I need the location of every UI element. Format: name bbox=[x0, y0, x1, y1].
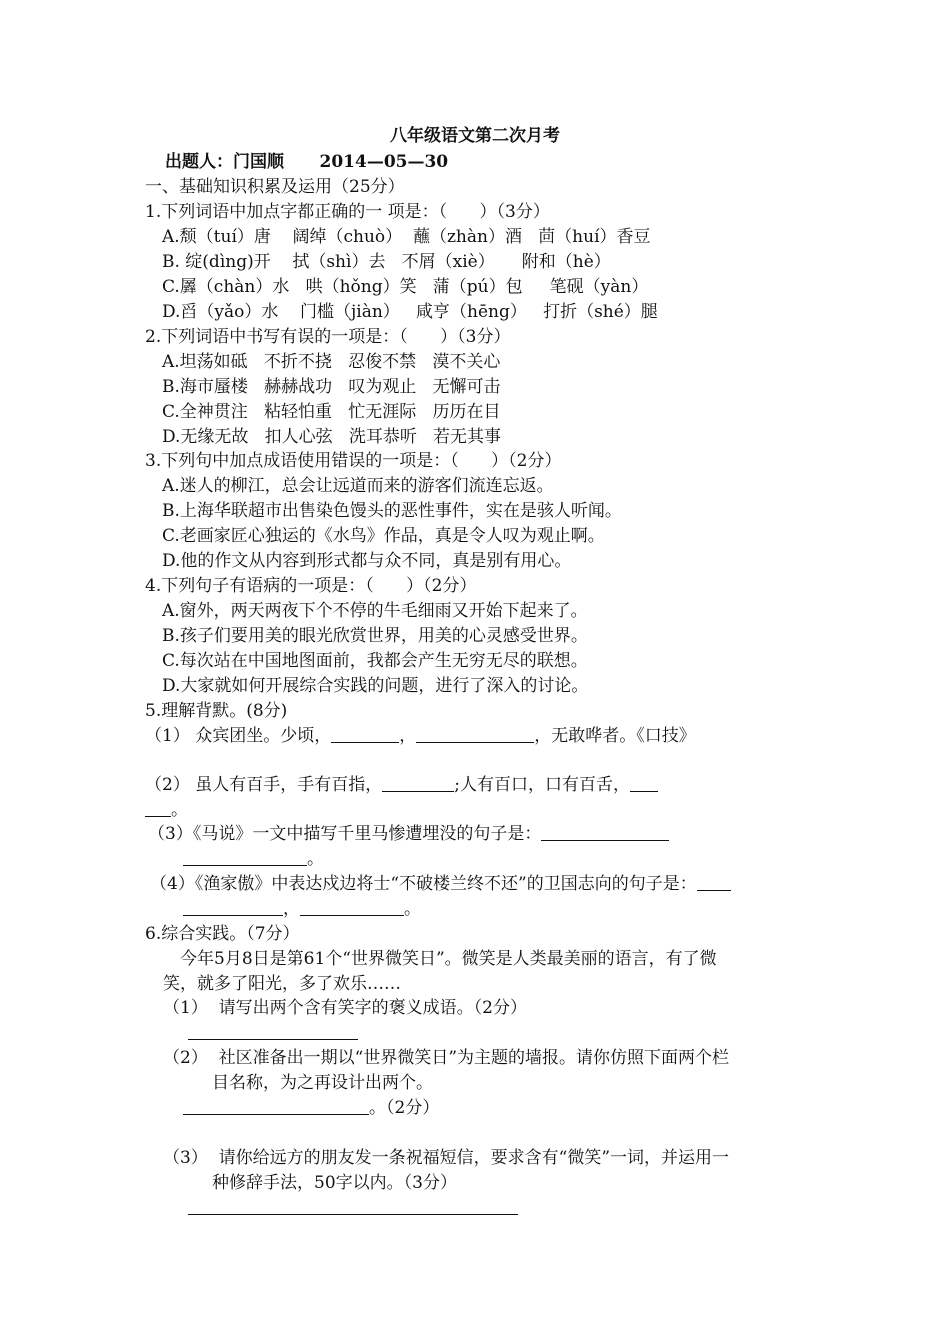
score-note: 。（2分） bbox=[369, 1098, 440, 1118]
question-6-part-3-answer bbox=[188, 1196, 518, 1220]
question-2-option-a: A.坦荡如砥 不折不挠 忍俊不禁 漠不关心 bbox=[162, 352, 501, 372]
question-3-stem: 3.下列句中加点成语使用错误的一项是：（ ）（2分） bbox=[145, 451, 562, 471]
blank[interactable] bbox=[541, 822, 669, 841]
comma: ， bbox=[399, 726, 417, 746]
question-1-stem: 1.下列词语中加点字都正确的一 项是：（ ）（3分） bbox=[145, 202, 550, 222]
question-5-item-2 bbox=[145, 773, 658, 797]
question-3-option-a: A.迷人的柳江，总会让远道而来的游客们流连忘返。 bbox=[162, 476, 554, 496]
question-3-option-c: C.老画家匠心独运的《水鸟》作品，真是令人叹为观止啊。 bbox=[162, 526, 605, 546]
blank[interactable] bbox=[697, 872, 731, 891]
question-6-intro-line-2: 笑，就多了阳光，多了欢乐…… bbox=[163, 974, 401, 994]
question-5-item-2-cont bbox=[145, 798, 188, 822]
period: 。 bbox=[404, 899, 421, 919]
period: 。 bbox=[171, 800, 188, 820]
question-5-item-4 bbox=[150, 872, 731, 896]
question-3-option-d: D.他的作文从内容到形式都与众不同，真是别有用心。 bbox=[162, 551, 572, 571]
question-1-option-b: B. 绽(dìng)开 拭（shì）去 不屑（xiè） 附和（hè） bbox=[162, 252, 611, 272]
blank[interactable] bbox=[183, 847, 307, 866]
section-heading: 一、基础知识积累及运用（25分） bbox=[145, 177, 405, 197]
question-3-option-b: B.上海华联超市出售染色馒头的恶性事件，实在是骇人听闻。 bbox=[162, 501, 622, 521]
question-6-part-2: （2） 社区准备出一期以“世界微笑日”为主题的墙报。请你仿照下面两个栏 bbox=[163, 1048, 730, 1068]
question-2-option-d: D.无缘无故 扣人心弦 洗耳恭听 若无其事 bbox=[162, 427, 502, 447]
question-4-option-a: A.窗外，两天两夜下个不停的牛毛细雨又开始下起来了。 bbox=[162, 601, 588, 621]
question-5-item-1 bbox=[145, 724, 696, 748]
question-6-part-3: （3） 请你给远方的朋友发一条祝福短信，要求含有“微笑”一词，并运用一 bbox=[163, 1148, 730, 1168]
question-4-option-d: D.大家就如何开展综合实践的问题，进行了深入的讨论。 bbox=[162, 676, 589, 696]
question-1-option-a: A.颓（tuí）唐 阔绰（chuò） 蘸（zhàn）酒 茴（huí）香豆 bbox=[162, 227, 651, 247]
question-4-option-b: B.孩子们要用美的眼光欣赏世界，用美的心灵感受世界。 bbox=[162, 626, 588, 646]
question-4-stem: 4.下列句子有语病的一项是：（ ）（2分） bbox=[145, 576, 477, 596]
blank[interactable] bbox=[416, 724, 534, 743]
blank[interactable] bbox=[183, 897, 283, 916]
answer-line[interactable] bbox=[188, 1196, 518, 1215]
blank[interactable] bbox=[382, 773, 454, 792]
author-line: 出题人：门国顺 2014—05—30 bbox=[165, 152, 449, 172]
question-5-item-4-cont bbox=[183, 897, 421, 921]
answer-line[interactable] bbox=[183, 1096, 369, 1115]
question-6-part-1-answer bbox=[188, 1021, 358, 1045]
question-6-part-2-cont: 目名称，为之再设计出两个。 bbox=[212, 1073, 433, 1093]
item-2-prefix: （2） 虽人有百手，手有百指， bbox=[145, 775, 383, 795]
question-4-option-c: C.每次站在中国地图面前，我都会产生无穷无尽的联想。 bbox=[162, 651, 588, 671]
question-6-intro-line-1: 今年5月8日是第61个“世界微笑日”。微笑是人类最美丽的语言，有了微 bbox=[180, 949, 717, 969]
question-2-option-c: C.全神贯注 粘轻怕重 忙无涯际 历历在目 bbox=[162, 402, 501, 422]
blank[interactable] bbox=[300, 897, 404, 916]
question-6-part-1: （1） 请写出两个含有笑字的褒义成语。（2分） bbox=[163, 998, 527, 1018]
item-4-prefix: （4）《渔家傲》中表达戍边将士“不破楼兰终不还”的卫国志向的句子是： bbox=[150, 874, 697, 894]
question-5-stem: 5.理解背默。(8分) bbox=[145, 701, 288, 721]
question-1-option-c: C.羼（chàn）水 哄（hǒng）笑 蒲（pú）包 笔砚（yàn） bbox=[162, 277, 649, 297]
question-6-part-2-answer bbox=[183, 1096, 439, 1120]
question-5-item-3 bbox=[148, 822, 669, 846]
question-5-item-3-cont bbox=[183, 847, 324, 871]
question-1-option-d: D.舀（yǎo）水 门槛（jiàn） 咸亨（hēng） 打折（shé）腿 bbox=[162, 302, 658, 322]
page-title: 八年级语文第二次月考 bbox=[390, 126, 560, 146]
blank[interactable] bbox=[331, 724, 399, 743]
item-2-middle: ;人有百口，口有百舌， bbox=[454, 775, 630, 795]
question-2-stem: 2.下列词语中书写有误的一项是：（ ）（3分） bbox=[145, 327, 511, 347]
question-6-part-3-cont: 种修辞手法，50字以内。（3分） bbox=[212, 1173, 457, 1193]
blank[interactable] bbox=[145, 798, 171, 817]
item-1-suffix: ，无敢哗者。《口技》 bbox=[534, 726, 696, 746]
question-2-option-b: B.海市蜃楼 赫赫战功 叹为观止 无懈可击 bbox=[162, 377, 501, 397]
item-3-prefix: （3）《马说》一文中描写千里马惨遭埋没的句子是： bbox=[148, 824, 542, 844]
comma: ， bbox=[283, 899, 300, 919]
item-1-prefix: （1） 众宾团坐。少顷， bbox=[145, 726, 332, 746]
period: 。 bbox=[307, 849, 324, 869]
blank[interactable] bbox=[630, 773, 658, 792]
question-6-stem: 6.综合实践。（7分） bbox=[145, 924, 300, 944]
answer-line[interactable] bbox=[188, 1021, 358, 1040]
